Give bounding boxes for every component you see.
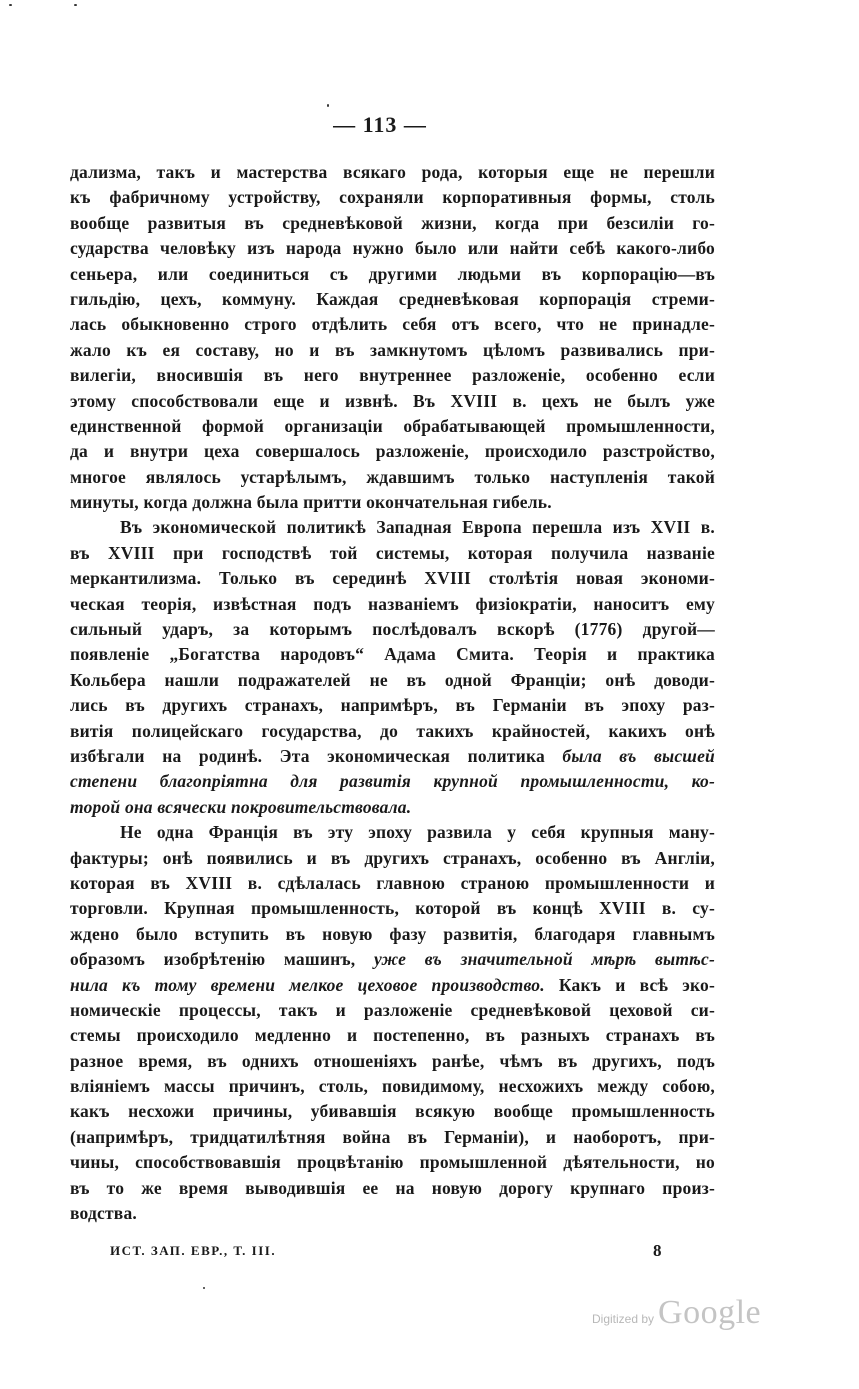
text-line bbox=[70, 389, 715, 414]
text-run: лись въ другихъ странахъ, напримѣръ, въ Германiи въ эпоху раз- bbox=[70, 695, 715, 716]
text-run: дализма, такъ и мастерства всякаго рода, которыя еще не перешли bbox=[70, 162, 715, 182]
text-line bbox=[70, 1023, 715, 1048]
text-line bbox=[70, 236, 715, 261]
italic-text-run: степени благопрiятна для развитiя крупной промышленности, ко- bbox=[70, 771, 715, 792]
text-line bbox=[70, 515, 715, 540]
text-run: въ то же время выводившiя ее на новую дорогу крупнаго произ- bbox=[70, 1177, 715, 1198]
italic-text-run: нила къ тому времени мелкое цеховое производство. bbox=[70, 974, 545, 995]
text-line bbox=[70, 262, 715, 287]
text-run: да и внутри цеха совершалось разложенiе, происходило разстройство, bbox=[70, 441, 715, 462]
text-line bbox=[70, 795, 715, 820]
text-line bbox=[70, 287, 715, 312]
text-line bbox=[70, 896, 715, 921]
text-line bbox=[70, 1049, 715, 1074]
text-line bbox=[70, 465, 715, 490]
text-run: номическiе процессы, такъ и разложенiе средневѣковой цеховой си- bbox=[70, 999, 715, 1020]
text-line bbox=[70, 1150, 715, 1175]
text-line bbox=[70, 566, 715, 591]
italic-text-run: уже въ значительной мѣрѣ вытѣс- bbox=[374, 949, 715, 970]
text-run: вилегiи, вносившiя въ него внутреннее разложенiе, особенно если bbox=[70, 365, 715, 386]
page-number: — 113 — bbox=[333, 112, 427, 137]
text-line bbox=[70, 338, 715, 363]
text-run: избѣгали на родинѣ. Эта экономическая политика bbox=[70, 745, 563, 766]
text-run: стемы происходило медленно и постепенно, въ разныхъ странахъ въ bbox=[70, 1025, 715, 1046]
text-line bbox=[70, 871, 715, 896]
scan-speck bbox=[203, 1287, 205, 1289]
text-line bbox=[70, 998, 715, 1023]
text-line bbox=[70, 973, 715, 998]
text-run: лась обыкновенно строго отдѣлить себя отъ всего, что не принадле- bbox=[70, 314, 715, 335]
text-line bbox=[70, 1125, 715, 1150]
text-run: жало къ ея составу, но и въ замкнутомъ цѣломъ развивались при- bbox=[70, 339, 715, 360]
text-line bbox=[70, 490, 715, 515]
digitized-by-google-watermark bbox=[592, 1294, 761, 1332]
text-line bbox=[70, 617, 715, 642]
paragraph bbox=[70, 820, 715, 1226]
text-run: ческая теорiя, извѣстная подъ названiемъ физiократiи, наноситъ ему bbox=[70, 593, 715, 614]
text-run: какъ несхожи причины, убивавшiя всякую вообще промышленность bbox=[70, 1101, 715, 1122]
footer-signature: ИСТ. ЗАП. ЕВР., Т. III. bbox=[110, 1243, 277, 1258]
italic-text-run: торой она всячески покровительствовала. bbox=[70, 796, 412, 817]
text-line bbox=[70, 592, 715, 617]
text-run: Въ экономической политикѣ Западная Европа перешла изъ XVII в. bbox=[120, 517, 715, 538]
text-run: къ фабричному устройству, сохраняли корпоративныя формы, столь bbox=[70, 187, 715, 208]
text-run: Не одна Францiя въ эту эпоху развила у себя крупныя ману- bbox=[120, 822, 715, 843]
watermark-prefix: Digitized by bbox=[592, 1312, 655, 1326]
text-line bbox=[70, 719, 715, 744]
text-line bbox=[70, 769, 715, 794]
text-line bbox=[70, 947, 715, 972]
text-line bbox=[70, 820, 715, 845]
text-run: (напримѣръ, тридцатилѣтняя война въ Германiи), и наоборотъ, при- bbox=[70, 1126, 715, 1147]
scan-speck bbox=[327, 104, 329, 107]
text-run: этому способствовали еще и извнѣ. Въ XVIII в. цехъ не былъ уже bbox=[70, 390, 715, 411]
text-run: гильдiю, цехъ, коммуну. Каждая средневѣковая корпорацiя стреми- bbox=[70, 288, 715, 309]
text-line bbox=[70, 1201, 715, 1226]
text-run: витiя полицейскаго государства, до такихъ крайностей, какихъ онѣ bbox=[70, 720, 715, 741]
text-line bbox=[70, 693, 715, 718]
text-line bbox=[70, 1176, 715, 1201]
text-run: вообще развитыя въ средневѣковой жизни, когда при безсилiи го- bbox=[70, 212, 715, 233]
text-run: появленiе „Богатства народовъ“ Адама Смита. Теорiя и практика bbox=[70, 644, 715, 665]
text-line bbox=[70, 312, 715, 337]
text-run: влiянiемъ массы причинъ, столь, повидимому, несхожихъ между собою, bbox=[70, 1076, 715, 1097]
text-line bbox=[70, 541, 715, 566]
text-line bbox=[70, 211, 715, 236]
text-run: торговли. Крупная промышленность, которой въ концѣ XVIII в. су- bbox=[70, 898, 715, 919]
text-run: многое являлось устарѣлымъ, ждавшимъ только наступленiя такой bbox=[70, 466, 715, 487]
text-run: въ XVIII при господствѣ той системы, которая получила названiе bbox=[70, 542, 715, 563]
paragraph bbox=[70, 515, 715, 820]
text-run: ждено было вступить въ новую фазу развитiя, благодаря главнымъ bbox=[70, 923, 715, 944]
text-line bbox=[70, 185, 715, 210]
italic-text-run: была въ высшей bbox=[562, 745, 715, 766]
text-line bbox=[70, 439, 715, 464]
text-run: меркантилизма. Только въ серединѣ XVIII столѣтiя новая экономи- bbox=[70, 568, 715, 589]
text-run: Какъ и всѣ эко- bbox=[544, 974, 716, 995]
scan-speck bbox=[9, 4, 12, 6]
text-line bbox=[70, 160, 715, 185]
text-run: единственной формой организацiи обрабатывающей промышленности, bbox=[70, 415, 715, 436]
body-text bbox=[70, 160, 715, 1226]
text-line bbox=[70, 1074, 715, 1099]
text-line bbox=[70, 846, 715, 871]
text-run: Кольбера нашли подражателей не въ одной Францiи; онѣ доводи- bbox=[70, 669, 715, 690]
text-run: сильный ударъ, за которымъ послѣдовалъ вскорѣ (1776) другой— bbox=[70, 619, 715, 640]
sheet-number: 8 bbox=[653, 1241, 662, 1260]
text-run: чины, способствовавшiя процвѣтанiю промышленной дѣятельности, но bbox=[70, 1152, 715, 1173]
text-run: сеньера, или соединиться съ другими людьми въ корпорацiю—въ bbox=[70, 263, 715, 284]
paragraph bbox=[70, 160, 715, 515]
text-line bbox=[70, 668, 715, 693]
text-run: образомъ изобрѣтенiю машинъ, bbox=[70, 949, 374, 970]
text-run: фактуры; онѣ появились и въ другихъ странахъ, особенно въ Англiи, bbox=[70, 847, 715, 868]
text-line bbox=[70, 922, 715, 947]
text-run: водства. bbox=[70, 1203, 137, 1224]
text-line bbox=[70, 744, 715, 769]
text-run: сударства человѣку изъ народа нужно было или найти себѣ какого-либо bbox=[70, 238, 715, 259]
text-line bbox=[70, 642, 715, 667]
google-logo: Google bbox=[658, 1294, 762, 1331]
text-run: минуты, когда должна была притти окончательная гибель. bbox=[70, 492, 552, 513]
scan-speck bbox=[74, 4, 77, 6]
text-run: которая въ XVIII в. сдѣлалась главною страною промышленности и bbox=[70, 872, 715, 893]
text-line bbox=[70, 363, 715, 388]
text-line bbox=[70, 1099, 715, 1124]
text-line bbox=[70, 414, 715, 439]
text-run: разное время, въ однихъ отношенiяхъ ранѣе, чѣмъ въ другихъ, подъ bbox=[70, 1050, 715, 1071]
